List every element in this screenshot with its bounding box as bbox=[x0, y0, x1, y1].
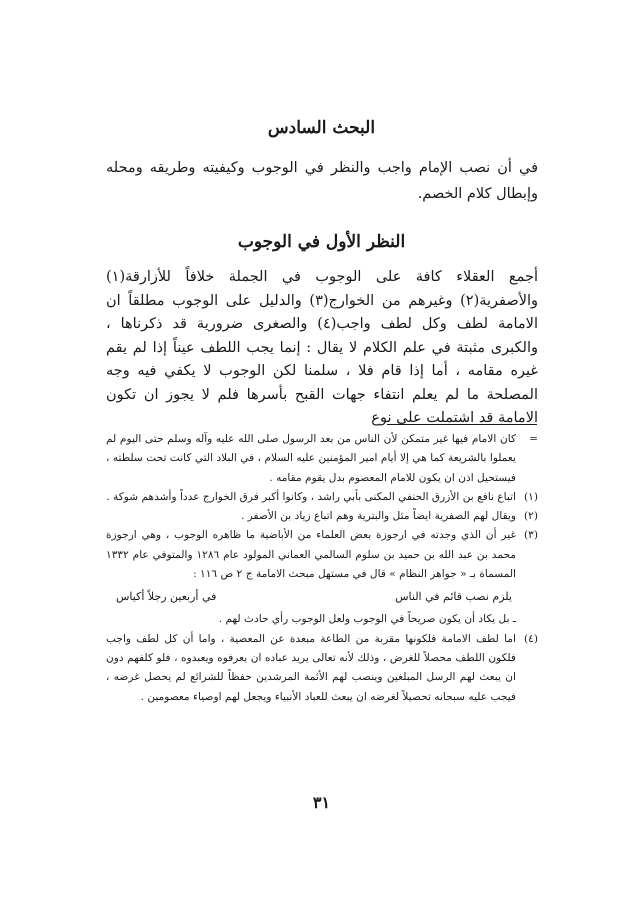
verse-hemistich-right: يلزم نصب قائم في الناس bbox=[395, 590, 512, 604]
chapter-subtitle: في أن نصب الإمام واجب والنظر في الوجوب وكيفيته وطريقه ومحله وإبطال كلام الخصم. bbox=[106, 160, 538, 202]
footnote-marker: (١) bbox=[524, 490, 538, 503]
verse-hemistich-left: في أربعين رجلاً أكياس bbox=[116, 590, 217, 604]
poem-verse bbox=[106, 584, 538, 610]
footnote-marker: (٣) bbox=[524, 529, 538, 542]
footnote-marker: (٢) bbox=[524, 510, 538, 523]
chapter-title: البحث السادس bbox=[267, 118, 376, 138]
footnotes-list bbox=[106, 430, 538, 707]
footnote-marker: (٤) bbox=[524, 632, 538, 645]
footnote-text: ويقال لهم الصفرية ايضاً مثل والبترية وهم اتباع زياد بن الأصفر . bbox=[240, 510, 516, 523]
section-title: النظر الأول في الوجوب bbox=[237, 232, 406, 252]
footnote-text: اما لطف الامامة فلكونها مقربة من الطاعة مبعدة عن المعصية ، واما أن كل لطف واجب فلكون اللطف محصلاً للغرض ، وذلك لأنه تعالى يريد عباده ان يعرفوه ويعبدوه ، فلو كلفهم دون ان يبعث لهم الرسل المبلغين وينصب لهم الأئمة المرشدين حفظاً للشرائع لم يحصل غرضه ، فيجب عليه سبحانه تحصيلاً لغرضه ان يبعث للعباد الأنبياء ويجعل لهم اوصياء معصومين . bbox=[106, 632, 516, 703]
footnote-1 bbox=[106, 488, 538, 507]
footnote-3 bbox=[106, 526, 538, 584]
page-number: ٣١ bbox=[312, 793, 331, 812]
footnote-text: ـ بل يكاد أن يكون صريحاً في الوجوب ولعل الوجوب رأي حادث لهم . bbox=[218, 613, 516, 626]
body-paragraph: أجمع العقلاء كافة على الوجوب في الجملة خلافاً للأزارقة(١) والأصفرية(٢) وغيرهم من الخوارج(٣) والدليل على الوجوب مطلقاً ان الامامة لطف وكل لطف واجب(٤) والصغرى ضرورية قد ذكرناها ، والكبرى مثبتة في علم الكلام لا يقال : إنما يجب اللطف عيناً إذا لم يقم غيره مقامه ، أما إذا قام فلا ، سلمنا لكن الوجوب لا يكفي فيه وجه المصلحة ما لم يعلم انتفاء جهات القبح بأسرها فلم لا يجوز ان تكون الامامة قد اشتملت على نوع bbox=[106, 269, 538, 426]
footnote-2 bbox=[106, 507, 538, 526]
footnote-separator bbox=[387, 424, 537, 425]
footnote-text: غير أن الذي وجدته في ارجوزة بعض العلماء من الأباضية ما ظاهره الوجوب ، وهي ارجوزة محمد بن عبد الله بن حميد بن سلوم السالمي العماني المولود عام ١٢٨٦ والمتوفي عام ١٣٣٢ المسماة بـ « جواهر النظام » قال في مستهل مبحث الامامة ج ٢ ص ١١٦ : bbox=[106, 529, 517, 581]
footnote-text: اتباع نافع بن الأزرق الحنفي المكنى بأبي راشد ، وكانوا أكبر فرق الخوارج عدداً وأشدهم شوكة . bbox=[106, 490, 516, 503]
footnote-marker: = bbox=[529, 433, 538, 445]
footnote-3-continuation bbox=[106, 610, 538, 629]
footnote-continued bbox=[106, 430, 538, 488]
footnote-text: كان الامام فيها غير متمكن لأن الناس من بعد الرسول صلى الله عليه وآله وسلم حتى اليوم لم يعملوا بالشريعة كما هي إلا أيام امير المؤمنين عليه السلام ، في البلاد التي كانت تحت سلطته ، فيستحيل اذن ان يكون للامام المعصوم بدل يقوم مقامه . bbox=[106, 433, 516, 484]
footnote-4 bbox=[106, 630, 538, 707]
